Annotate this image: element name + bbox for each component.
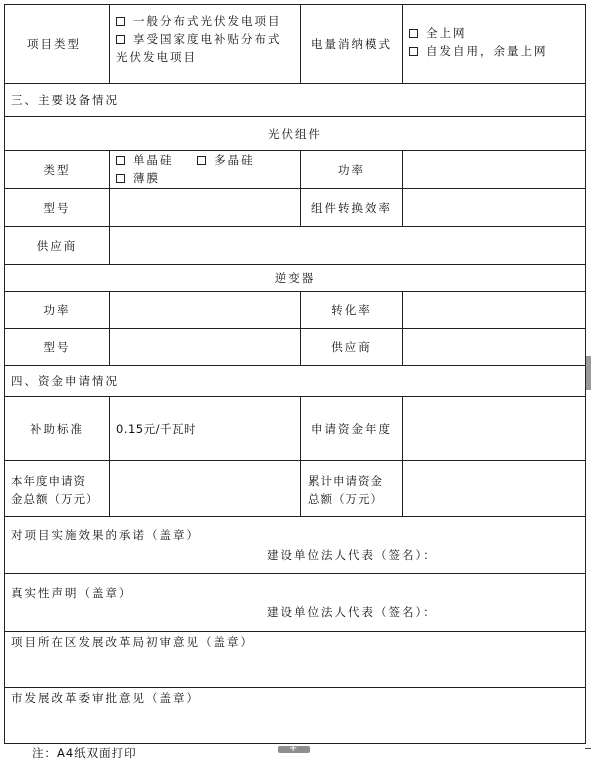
district-review-title: 项目所在区发展改革局初审意见（盖章）	[11, 635, 254, 649]
pv-type-label: 类型	[43, 162, 71, 177]
inverter-supplier-value[interactable]	[403, 329, 585, 365]
inverter-conversion-value[interactable]	[403, 292, 585, 328]
city-review-block	[5, 688, 585, 743]
commitment-signature: 建设单位法人代表（签名）：	[267, 548, 437, 562]
section-4-title: 四、资金申请情况	[11, 374, 119, 388]
option-general-pv[interactable]: 一般分布式光伏发电项目	[116, 12, 300, 30]
checkbox-icon[interactable]	[116, 35, 125, 44]
inverter-power-label: 功率	[43, 303, 71, 317]
resize-corner-icon[interactable]	[585, 742, 591, 749]
option-subsidy-pv[interactable]: 享受国家度电补贴分布式	[116, 30, 300, 48]
checkbox-icon[interactable]	[409, 47, 418, 56]
inverter-supplier-label: 供应商	[331, 340, 372, 354]
authenticity-title: 真实性声明（盖章）	[11, 586, 133, 600]
option-subsidy-pv-cont: 光伏发电项目	[116, 50, 197, 64]
checkbox-icon[interactable]	[116, 156, 125, 165]
section-3-title: 三、主要设备情况	[11, 93, 119, 107]
pv-model-label: 型号	[43, 200, 71, 215]
cumulative-total-label: 累计申请资金 总额（万元）	[308, 474, 383, 506]
annual-total-label: 本年度申请资 金总额（万元）	[11, 474, 99, 506]
pv-supplier-value[interactable]	[110, 227, 585, 264]
commitment-title: 对项目实施效果的承诺（盖章）	[11, 528, 200, 542]
option-mono-si[interactable]: 单晶硅	[116, 153, 174, 167]
cumulative-total-value[interactable]	[403, 461, 585, 516]
option-thin-film[interactable]: 薄膜	[116, 169, 300, 187]
inverter-conversion-label: 转化率	[331, 303, 372, 317]
pv-efficiency-label: 组件转换效率	[311, 200, 392, 215]
pv-supplier-label: 供应商	[36, 238, 78, 253]
checkbox-icon[interactable]	[116, 174, 125, 183]
inverter-power-value[interactable]	[110, 292, 300, 328]
checkbox-icon[interactable]	[409, 29, 418, 38]
pv-efficiency-value[interactable]	[403, 189, 585, 226]
consumption-options	[403, 24, 586, 74]
add-row-icon[interactable]: +	[289, 743, 298, 754]
authenticity-signature: 建设单位法人代表（签名）：	[267, 605, 437, 619]
option-poly-si[interactable]: 多晶硅	[197, 153, 255, 167]
inverter-header: 逆变器	[274, 271, 316, 285]
checkbox-icon[interactable]	[197, 156, 206, 165]
commitment-block	[5, 517, 585, 573]
inverter-model-value[interactable]	[110, 329, 300, 365]
application-year-value[interactable]	[403, 397, 585, 460]
subsidy-standard-label: 补助标准	[30, 421, 84, 436]
inverter-model-label: 型号	[43, 340, 71, 354]
pv-module-header: 光伏组件	[268, 126, 322, 141]
project-type-label: 项目类型	[27, 37, 81, 51]
footnote: 注：A4纸双面打印	[32, 746, 137, 760]
district-review-block	[5, 632, 585, 687]
pv-type-options	[110, 151, 300, 188]
annual-total-value[interactable]	[110, 461, 300, 516]
pv-power-label: 功率	[338, 162, 365, 177]
pv-model-value[interactable]	[110, 189, 300, 226]
consumption-mode-label: 电量消纳模式	[311, 37, 392, 51]
option-full-grid[interactable]: 全上网	[409, 24, 586, 42]
authenticity-block	[5, 574, 585, 631]
add-column-handle-icon[interactable]	[586, 356, 591, 390]
city-review-title: 市发展改革委审批意见（盖章）	[11, 691, 200, 705]
application-year-label: 申请资金年度	[311, 421, 392, 436]
checkbox-icon[interactable]	[116, 17, 125, 26]
project-type-options	[110, 12, 300, 82]
pv-power-value[interactable]	[403, 151, 585, 188]
subsidy-standard-value: 0.15元/千瓦时	[116, 421, 196, 436]
option-self-use[interactable]: 自发自用，余量上网	[409, 42, 586, 60]
